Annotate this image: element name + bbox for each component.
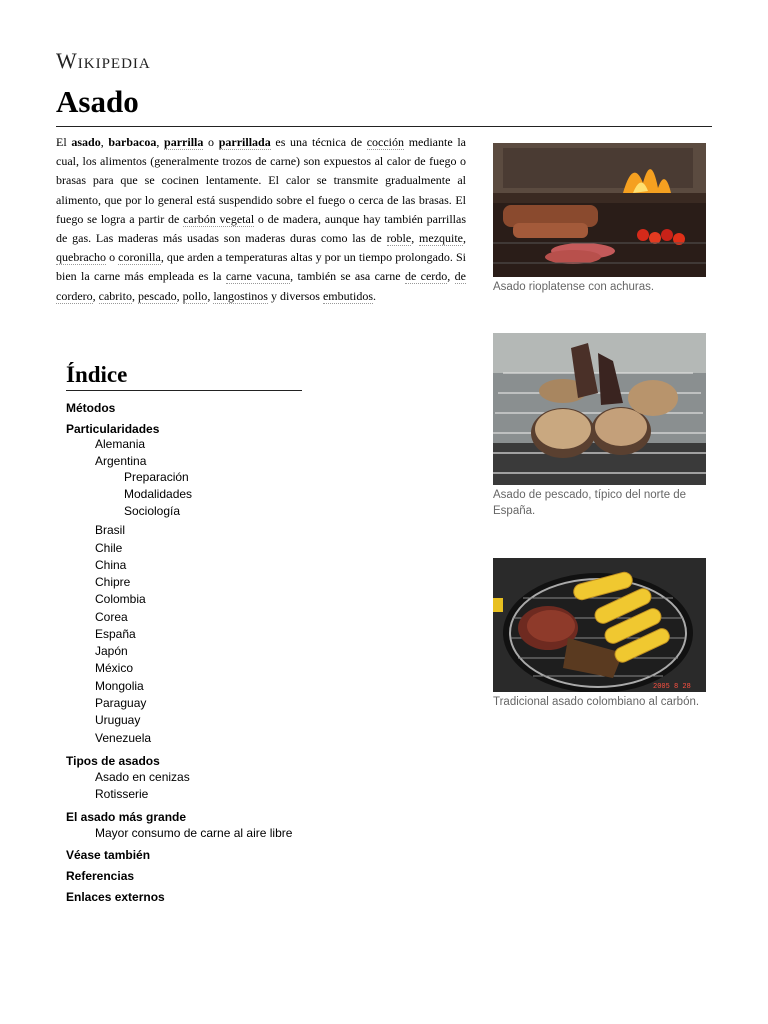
toc-item[interactable]: Argentina	[95, 454, 147, 468]
intro-text: ,	[411, 231, 420, 246]
toc-item[interactable]: Preparación	[124, 470, 189, 484]
intro-text: barbacoa	[108, 135, 157, 149]
toc-item[interactable]: Uruguay	[95, 713, 141, 727]
intro-text: , que arden a temperaturas altas y por un tiempo prolongado. Si bien la carne más empleada es la	[56, 250, 466, 284]
intro-text: ,	[131, 288, 138, 303]
intro-text: mediante la cual, los alimentos (generalmente trozos de carne) son expuestos al calor de fuego o brasas para que se cocinen lentamente. El calor se transmite gradualmente al alimento, que por lo general está suspendido sobre el fuego o cerca de las brasas. El fuego se logra a partir de	[56, 135, 466, 226]
inline-link[interactable]: carne vacuna	[225, 269, 291, 284]
wikipedia-logo[interactable]: Wikipedia	[56, 48, 151, 73]
inline-link[interactable]: roble	[386, 231, 412, 246]
toc-item[interactable]: China	[95, 558, 127, 572]
figure-asado-colombiano	[493, 558, 706, 710]
inline-link[interactable]: parrilla	[164, 135, 204, 149]
toc-item[interactable]: Japón	[95, 644, 128, 658]
asado-pescado-image[interactable]	[493, 333, 706, 485]
figure-asado-rioplatense	[493, 143, 706, 295]
intro-text: ,	[447, 269, 455, 284]
intro-text: ,	[207, 288, 214, 303]
intro-text: y diversos	[267, 288, 323, 303]
toc-item[interactable]: Tipos de asados	[66, 754, 160, 768]
toc-item[interactable]: México	[95, 661, 134, 675]
toc-item[interactable]: Véase también	[66, 848, 151, 862]
toc-item[interactable]: Enlaces externos	[66, 890, 165, 904]
asado-colombiano-image[interactable]	[493, 558, 706, 692]
asado-rioplatense-image[interactable]	[493, 143, 706, 277]
page-title: Asado	[56, 84, 139, 119]
toc-item[interactable]: Sociología	[124, 504, 181, 518]
intro-text: o	[105, 250, 119, 265]
intro-text: ,	[463, 231, 467, 246]
title-divider	[56, 126, 712, 127]
figure-caption: Asado rioplatense con achuras.	[493, 281, 655, 293]
inline-link[interactable]: carbón vegetal	[183, 211, 255, 226]
inline-link[interactable]: langostinos	[213, 288, 268, 303]
inline-link[interactable]: mezquite	[419, 231, 464, 246]
figure-asado-pescado	[493, 333, 706, 519]
toc-item[interactable]: Alemania	[95, 437, 146, 451]
inline-link[interactable]: de cordero	[56, 269, 466, 303]
toc-item[interactable]: Mayor consumo de carne al aire libre	[95, 826, 293, 840]
inline-link[interactable]: pollo	[182, 288, 208, 303]
toc-item[interactable]: El asado más grande	[66, 810, 187, 824]
toc-item[interactable]: Referencias	[66, 869, 135, 883]
inline-link[interactable]: pescado	[137, 288, 177, 303]
intro-text: o de madera, aunque hay también parrillas de gas. Las maderas más usadas son maderas duras como las de	[56, 211, 466, 246]
toc-item[interactable]: Modalidades	[124, 487, 193, 501]
inline-link[interactable]: embutidos	[322, 288, 373, 303]
inline-link[interactable]: coronilla	[118, 250, 161, 265]
toc-item[interactable]: Venezuela	[95, 731, 152, 745]
intro-text: asado	[71, 135, 101, 149]
intro-text: ,	[176, 288, 183, 303]
inline-link[interactable]: cabrito	[98, 288, 132, 303]
intro-text: es una técnica de	[270, 135, 367, 149]
inline-link[interactable]: parrillada	[218, 135, 271, 149]
svg-text:2005 8 28: 2005 8 28	[653, 683, 691, 691]
intro-paragraph	[56, 133, 466, 306]
intro-text: ,	[92, 288, 99, 303]
toc-item[interactable]: Particularidades	[66, 422, 160, 436]
toc-item[interactable]: Paraguay	[95, 696, 147, 710]
toc-item[interactable]: Colombia	[95, 592, 146, 606]
toc-item[interactable]: Corea	[95, 610, 128, 624]
table-of-contents	[66, 362, 302, 904]
toc-item[interactable]: Métodos	[66, 401, 116, 415]
inline-link[interactable]: cocción	[366, 135, 405, 149]
inline-link[interactable]: de cerdo	[404, 269, 448, 284]
intro-text: ,	[156, 135, 165, 149]
intro-text: El	[56, 135, 72, 149]
toc-item[interactable]: Asado en cenizas	[95, 770, 190, 784]
toc-item[interactable]: Mongolia	[95, 679, 144, 693]
toc-title: Índice	[66, 362, 302, 391]
toc-item[interactable]: España	[95, 627, 136, 641]
intro-text: o	[203, 135, 219, 149]
intro-text: ,	[100, 135, 109, 149]
inline-link[interactable]: quebracho	[56, 250, 106, 265]
intro-text: .	[372, 288, 376, 303]
toc-item[interactable]: Brasil	[95, 523, 126, 537]
figure-caption: Tradicional asado colombiano al carbón.	[493, 696, 700, 708]
toc-item[interactable]: Chipre	[95, 575, 131, 589]
toc-item[interactable]: Chile	[95, 541, 123, 555]
figure-caption: Asado de pescado, típico del norte de España.	[493, 489, 687, 517]
toc-item[interactable]: Rotisserie	[95, 787, 149, 801]
intro-text: , también se asa carne	[290, 269, 405, 284]
